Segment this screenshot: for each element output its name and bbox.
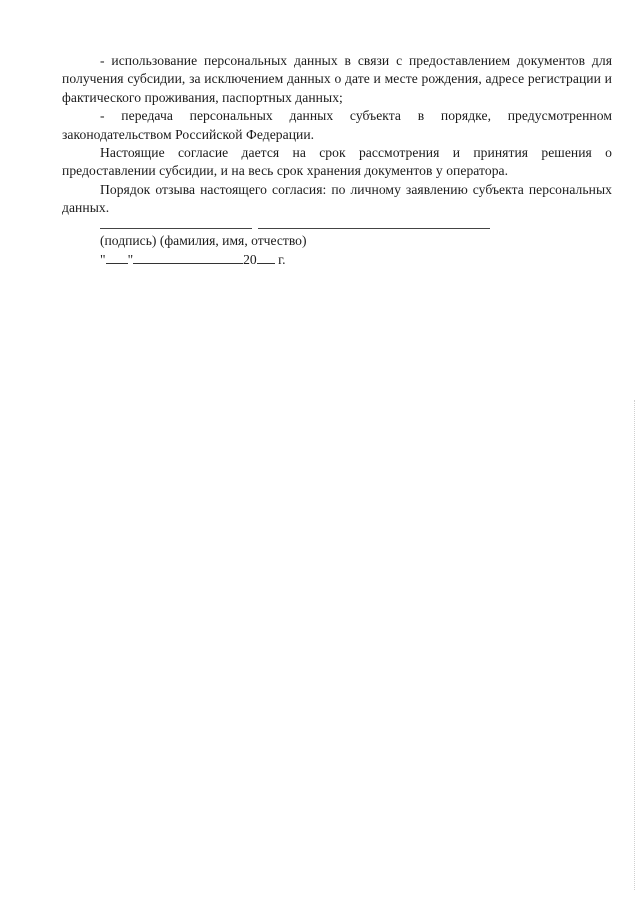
scan-margin-mark (634, 400, 636, 890)
date-close-quote: " (127, 251, 134, 267)
date-day-blank (106, 250, 128, 264)
date-century: 20 (243, 251, 257, 267)
signature-block (62, 226, 612, 274)
date-month-blank (133, 250, 243, 264)
date-line (100, 250, 286, 269)
full-name-line (258, 228, 490, 229)
signature-line (100, 228, 252, 229)
paragraph-personal-data-use: - использование персональных данных в связи с предоставлением документов для получения субсидии, за исключением данных о дате и месте рождения, адресе регистрации и фактического проживания, паспортных данных; (62, 53, 612, 105)
document-page (62, 52, 612, 274)
paragraph-consent-term: Настоящие согласие дается на срок рассмотрения и принятия решения о предоставлении субсидии, и на весь срок хранения документов у оператора. (62, 145, 612, 179)
paragraph-personal-data-transfer: - передача персональных данных субъекта в порядке, предусмотренном законодательством Российской Федерации. (62, 108, 612, 142)
signature-caption: (подпись) (фамилия, имя, отчество) (100, 232, 307, 248)
signature-lines (100, 226, 490, 230)
date-year-blank (257, 250, 275, 264)
date-open-quote: " (100, 251, 106, 267)
paragraph-consent-withdrawal: Порядок отзыва настоящего согласия: по личному заявлению субъекта персональных данных. (62, 181, 612, 216)
date-suffix: г. (278, 251, 286, 267)
